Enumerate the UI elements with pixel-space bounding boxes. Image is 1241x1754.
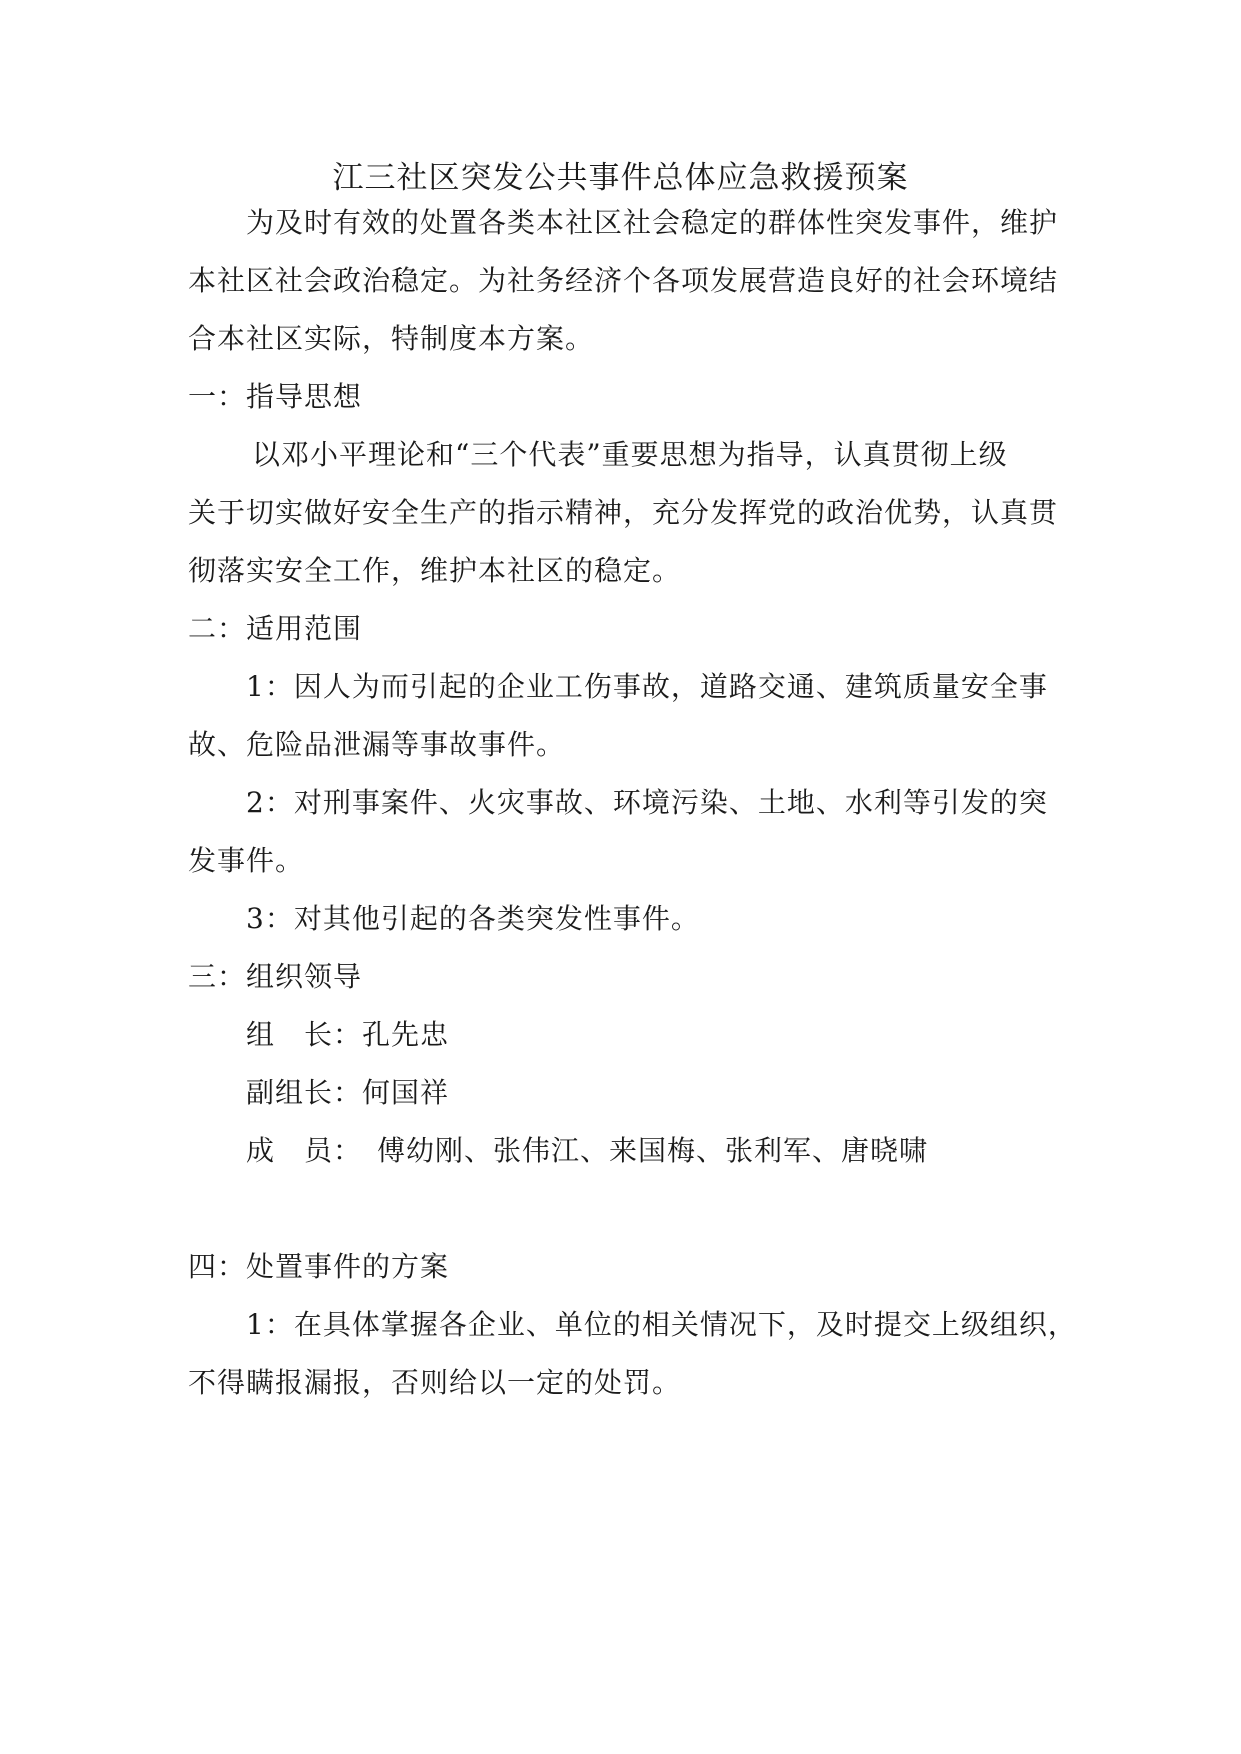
- section1-line-1: 以邓小平理论和“三个代表”重要思想为指导，认真贯彻上级: [252, 438, 1008, 471]
- section1-line-3: 彻落实安全工作，维护本社区的稳定。: [188, 554, 682, 587]
- section-heading-guiding-thought: 一：指导思想: [188, 380, 363, 413]
- section2-item3-line-1: 3：对其他引起的各类突发性事件。: [246, 902, 700, 935]
- intro-line-1: 为及时有效的处置各类本社区社会稳定的群体性突发事件，维护: [246, 206, 1059, 239]
- leader-line: 组 长：孔先忠: [246, 1018, 450, 1051]
- section2-item2-line-2: 发事件。: [188, 844, 305, 877]
- section2-item1-line-2: 故、危险品泄漏等事故事件。: [188, 728, 566, 761]
- deputy-leader-line: 副组长：何国祥: [246, 1076, 450, 1109]
- section4-item1-line-2: 不得瞒报漏报，否则给以一定的处罚。: [188, 1366, 682, 1399]
- section2-item1-line-1: 1：因人为而引起的企业工伤事故，道路交通、建筑质量安全事: [246, 670, 1048, 703]
- section2-item2-line-1: 2：对刑事案件、火灾事故、环境污染、土地、水利等引发的突: [246, 786, 1048, 819]
- intro-line-3: 合本社区实际，特制度本方案。: [188, 322, 595, 355]
- members-line: 成 员： 傅幼刚、张伟江、来国梅、张利军、唐晓啸: [246, 1134, 929, 1167]
- section-heading-handling-plan: 四：处置事件的方案: [188, 1250, 450, 1283]
- intro-line-2: 本社区社会政治稳定。为社务经济个各项发展营造良好的社会环境结: [188, 264, 1059, 297]
- section4-item1-line-1: 1：在具体掌握各企业、单位的相关情况下，及时提交上级组织，: [246, 1308, 1077, 1341]
- section1-line-2: 关于切实做好安全生产的指示精神，充分发挥党的政治优势，认真贯: [188, 496, 1059, 529]
- document-title: 江三社区突发公共事件总体应急救援预案: [332, 160, 909, 196]
- section-heading-organization: 三：组织领导: [188, 960, 363, 993]
- section-heading-scope: 二：适用范围: [188, 612, 363, 645]
